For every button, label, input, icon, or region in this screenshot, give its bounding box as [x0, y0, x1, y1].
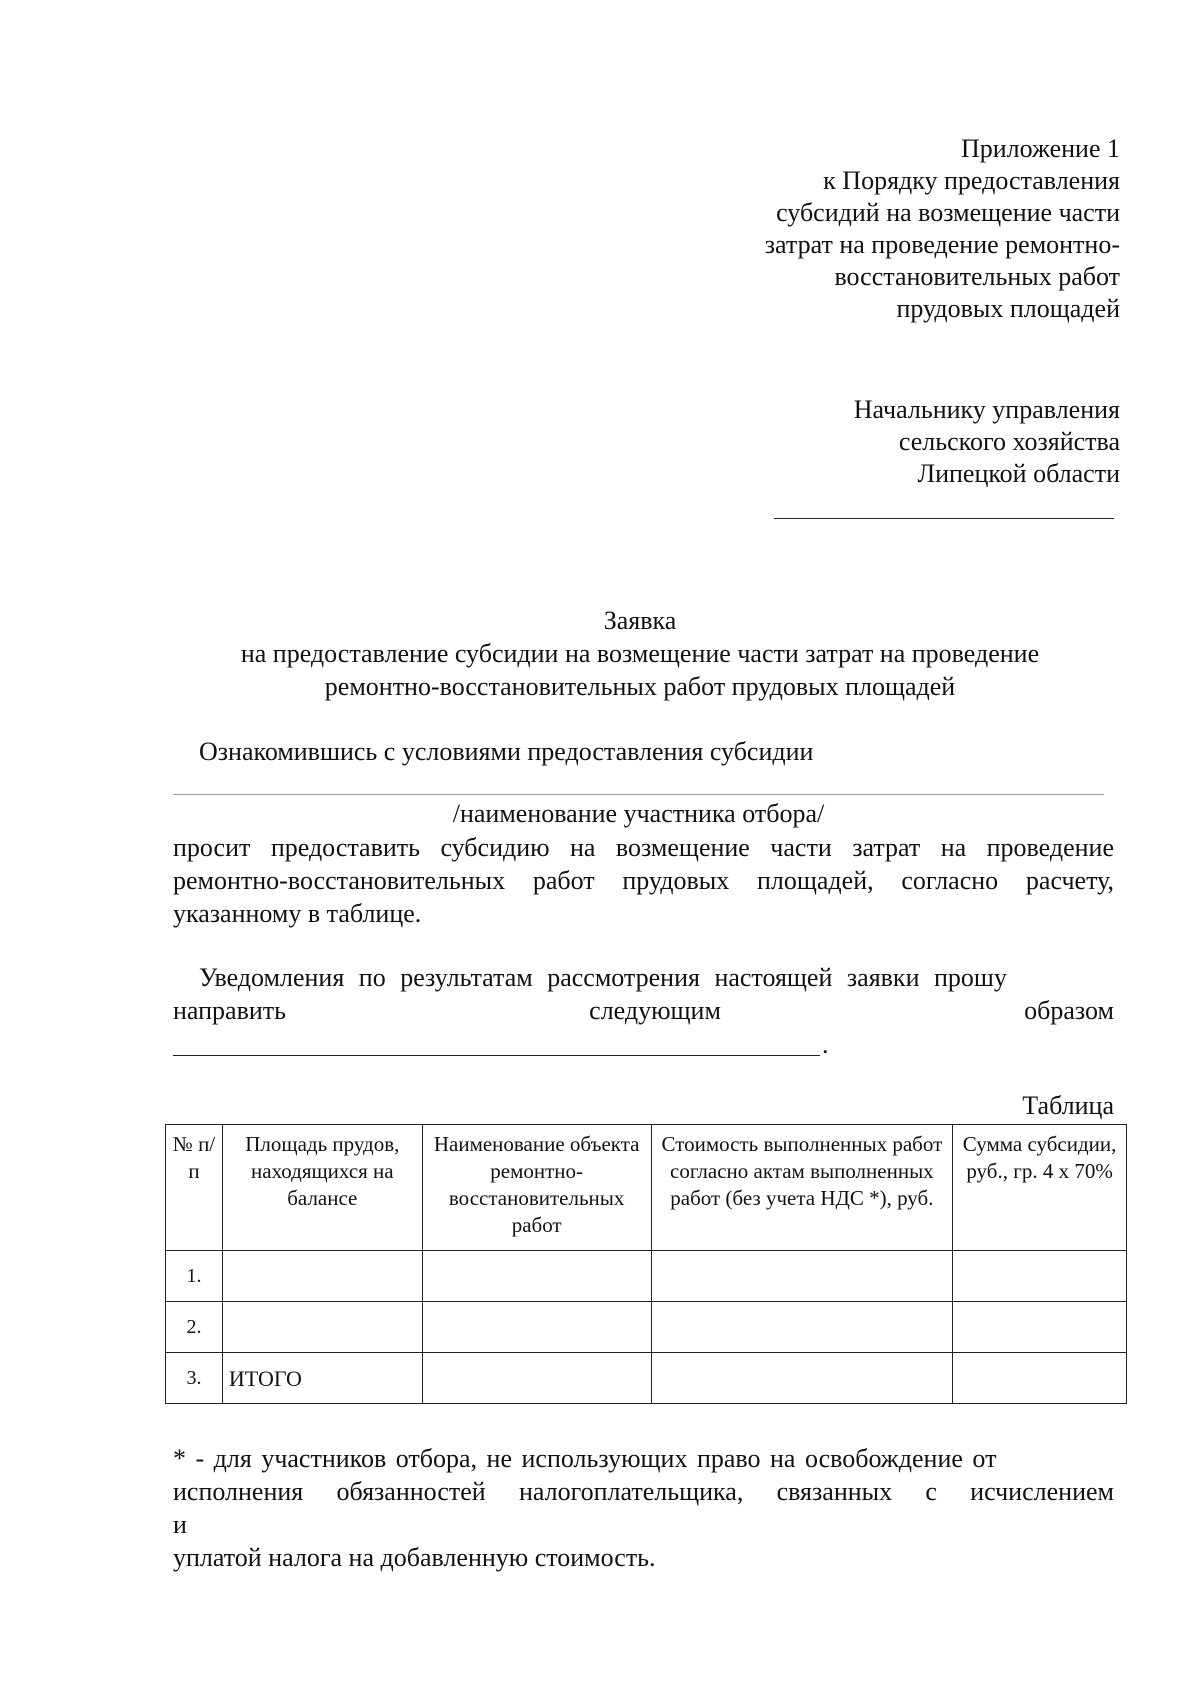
table-cell: [651, 1353, 953, 1404]
table-cell: [422, 1353, 651, 1404]
document-title: [160, 604, 1120, 703]
header-subsidy-sum: Сумма субсидии, руб., гр. 4 х 70%: [953, 1125, 1127, 1251]
table-row: [166, 1353, 1127, 1404]
table-cell: [953, 1251, 1127, 1302]
addressee-line: Липецкой области: [917, 459, 1120, 488]
table-caption: Таблица: [1022, 1091, 1114, 1120]
header-object-name: Наименование объекта ремонтно-восстановительных работ: [422, 1125, 651, 1251]
participant-name-caption: /наименование участника отбора/: [452, 799, 825, 828]
notify-line: Уведомления по результатам рассмотрения настоящей заявки прошу: [199, 963, 1007, 992]
footnote-line: уплатой налога на добавленную стоимость.: [173, 1543, 656, 1572]
table-cell: 3.: [166, 1353, 223, 1404]
appendix-line: затрат на проведение ремонтно-: [764, 230, 1120, 259]
table-cell: 1.: [166, 1251, 223, 1302]
footnote-justified-line: [173, 1475, 1114, 1508]
addressee-line: Начальнику управления: [853, 395, 1120, 424]
table-cell: [222, 1302, 422, 1353]
intro-text: Ознакомившись с условиями предоставления субсидии: [199, 737, 814, 766]
table-cell: [422, 1302, 651, 1353]
table-cell: [651, 1302, 953, 1353]
footnote-word: связанных: [776, 1477, 893, 1506]
header-pond-area: Площадь прудов, находящихся на балансе: [222, 1125, 422, 1251]
footnote-word: обязанностей: [336, 1477, 486, 1506]
appendix-line: к Порядку предоставления: [823, 166, 1120, 195]
header-cost: Стоимость выполненных работ согласно актам выполненных работ (без учета НДС *), руб.: [651, 1125, 953, 1251]
table-cell: [651, 1251, 953, 1302]
table-row: [166, 1251, 1127, 1302]
table-header-row: [166, 1125, 1127, 1251]
footnote-word: исполнения: [173, 1477, 304, 1506]
request-paragraph: просит предоставить субсидию на возмещение части затрат на проведение ремонтно-восстановительных работ прудовых площадей, согласно расчету, указанному в таблице.: [173, 833, 1114, 928]
participant-name-line: [173, 794, 1104, 795]
title-line: на предоставление субсидии на возмещение части затрат на проведение: [240, 639, 1040, 668]
addressee-line: сельского хозяйства: [898, 427, 1120, 456]
footnote-word: с: [925, 1477, 937, 1506]
header-number: № п/п: [166, 1125, 223, 1251]
title-heading: Заявка: [603, 606, 677, 635]
footnote: [173, 1442, 1114, 1574]
table-row: [166, 1302, 1127, 1353]
footnote-word: налогоплательщика,: [518, 1477, 744, 1506]
notify-word: образом: [1024, 996, 1114, 1025]
footnote-line: и: [173, 1510, 187, 1539]
subsidy-table: [165, 1124, 1127, 1404]
footnote-word: исчислением: [970, 1477, 1114, 1506]
appendix-line: субсидий на возмещение части: [776, 198, 1120, 227]
notify-word: следующим: [589, 996, 721, 1025]
appendix-line: прудовых площадей: [896, 294, 1120, 323]
notify-word: направить: [173, 996, 286, 1025]
appendix-line: Приложение 1: [960, 134, 1120, 163]
notify-words-line: [173, 994, 1114, 1027]
notify-end-dot: .: [822, 1030, 829, 1059]
appendix-header: [600, 133, 1120, 325]
table-cell: 2.: [166, 1302, 223, 1353]
title-line: ремонтно-восстановительных работ прудовых площадей: [324, 672, 956, 701]
table-cell: [222, 1251, 422, 1302]
footnote-line: * - для участников отбора, не использующих право на освобождение от: [173, 1444, 997, 1473]
addressee-signature-line: [774, 518, 1114, 519]
appendix-line: восстановительных работ: [834, 262, 1120, 291]
addressee-block: [600, 394, 1120, 490]
table-cell: [953, 1353, 1127, 1404]
table-cell: [953, 1302, 1127, 1353]
table-cell: [422, 1251, 651, 1302]
table-cell-total-label: ИТОГО: [222, 1353, 422, 1404]
notify-method-line: [173, 1055, 820, 1056]
